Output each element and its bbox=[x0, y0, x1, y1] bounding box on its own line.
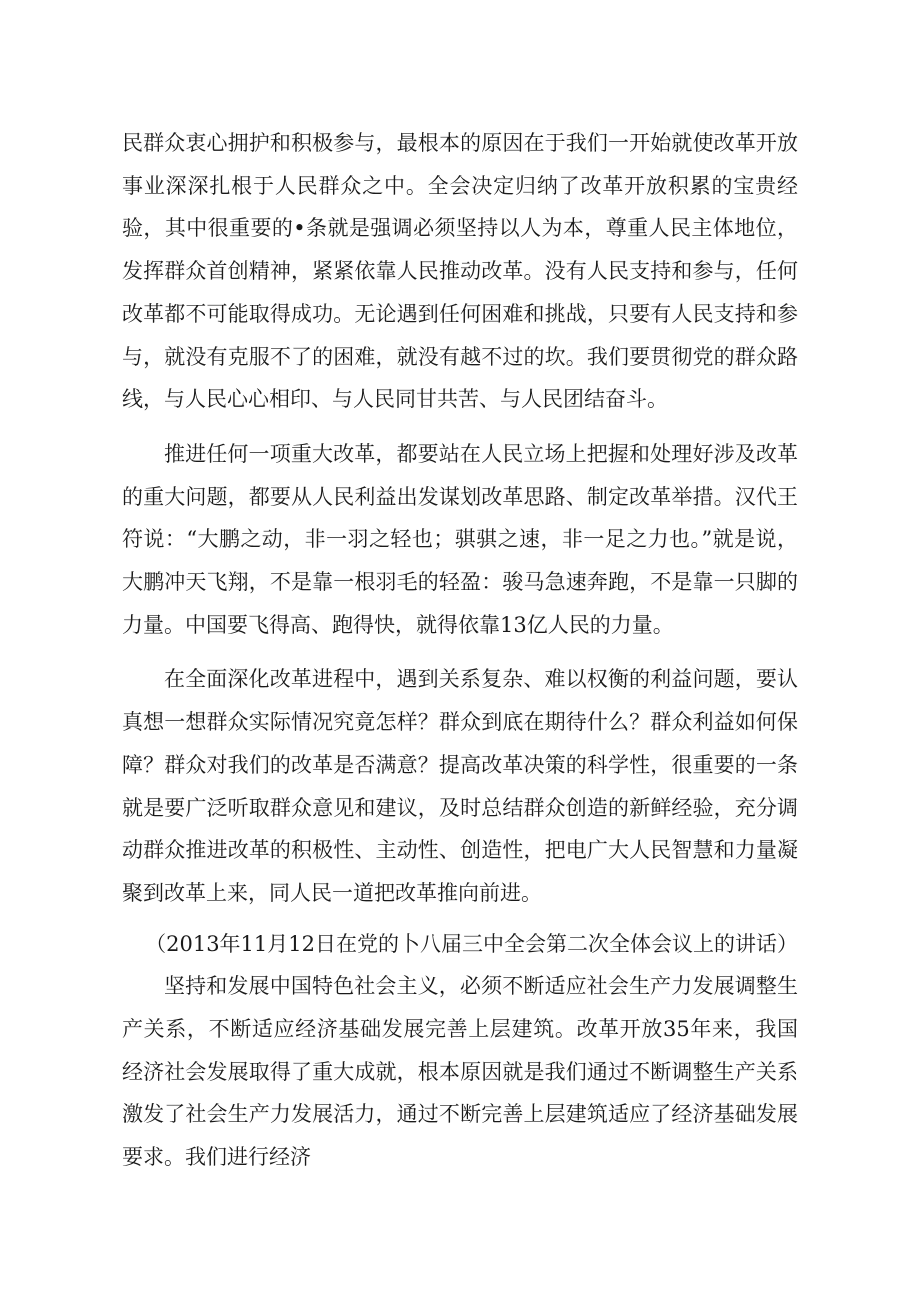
paragraph-4: 坚持和发展中国特色社会主义，必须不断适应社会生产力发展调整生产关系，不断适应经济基础发展完善上层建筑。改革开放35年来，我国经济社会发展取得了重大成就，根本原因就是我们通过不断调整生产关系激发了社会生产力发展活力，通过不断完善上层建筑适应了经济基础发展要求。我们进行经济 bbox=[122, 974, 798, 1170]
document-body bbox=[122, 122, 798, 1179]
paragraph-3: 在全面深化改革进程中，遇到关系复杂、难以权衡的利益问题，要认真想一想群众实际情况究竟怎样？群众到底在期待什么？群众利益如何保障？群众对我们的改革是否满意？提高改革决策的科学性，很重要的一条就是要广泛听取群众意见和建议，及时总结群众创造的新鲜经验，充分调动群众推进改革的积极性、主动性、创造性，把电广大人民智慧和力量凝聚到改革上来，同人民一道把改革推向前进。 bbox=[122, 667, 798, 905]
source-note: （2013年11月12日在党的卜八届三中全会第二次全体会议上的讲话） bbox=[145, 931, 798, 956]
paragraph-2: 推进任何一项重大改革，都要站在人民立场上把握和处理好涉及改革的重大问题，都要从人民利益出发谋划改革思路、制定改革举措。汉代王符说：“大鹏之动，非一羽之轻也；骐骐之速，非一足之力也。”就是说，大鹏冲天飞翔，不是靠一根羽毛的轻盈：骏马急速奔跑，不是靠一只脚的力量。中国要飞得高、跑得快，就得依靠13亿人民的力量。 bbox=[122, 441, 798, 637]
paragraph-1: 民群众衷心拥护和积极参与，最根本的原因在于我们一开始就使改革开放事业深深扎根于人民群众之中。全会决定归纳了改革开放积累的宝贵经验，其中很重要的•条就是强调必须坚持以人为本，尊重人民主体地位，发挥群众首创精神，紧紧依靠人民推动改革。没有人民支持和参与，任何改革都不可能取得成功。无论遇到任何困难和挑战，只要有人民支持和参与，就没有克服不了的困难，就没有越不过的坎。我们要贯彻党的群众路线，与人民心心相印、与人民同甘共苦、与人民团结奋斗。 bbox=[122, 131, 798, 412]
